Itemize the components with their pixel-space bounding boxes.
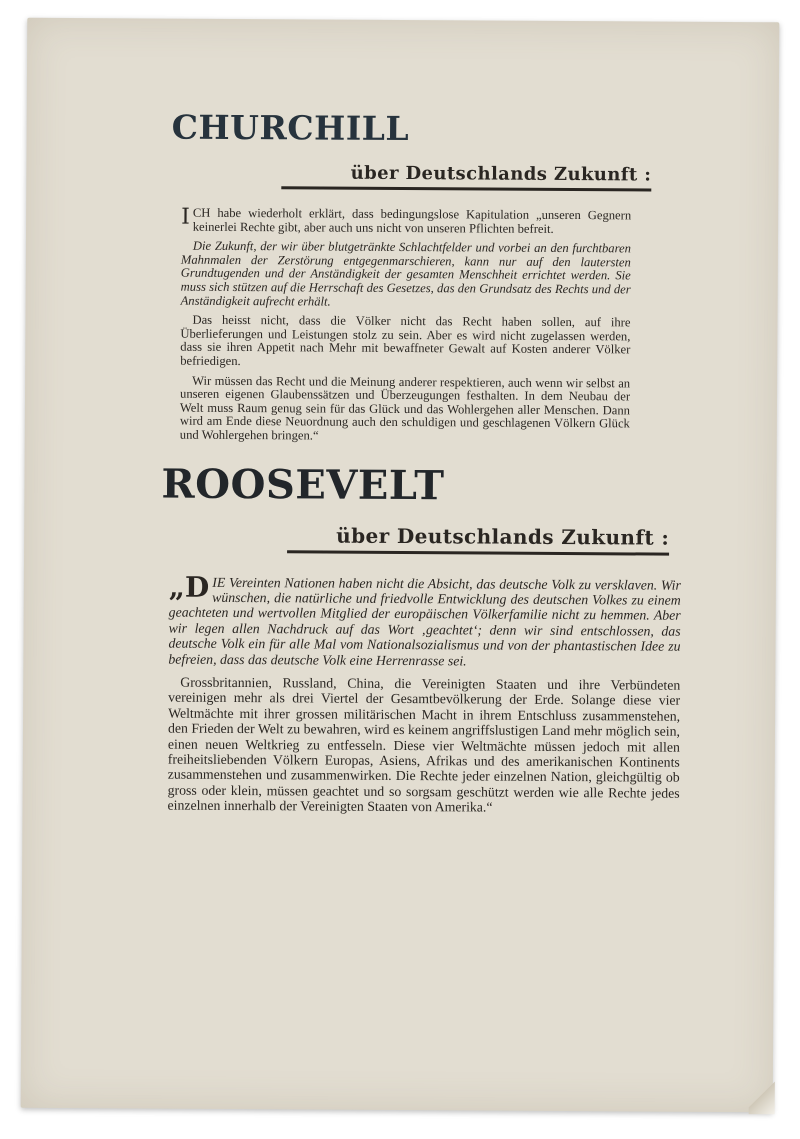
churchill-paragraph-4: Wir müssen das Recht und die Meinung anderer respektieren, auch wenn wir selbst an unseren eigenen Glaubenssätzen und Überzeugungen festhalten. In dem Neubau der Welt muss Raum genug sein für das Glück und das Wohlergehen aller Menschen. Dann wird am Ende diese Neuordnung auch den schuldigen und geschlagenen Völkern Glück und Wohlergehen bringen.“ (179, 373, 631, 443)
roosevelt-title: ROOSEVELT (161, 460, 445, 509)
roosevelt-paragraph-1-text: IE Vereinten Nationen haben nicht die Absicht, das deutsche Volk zu versklaven. Wir wünschen, die natürliche und friedvolle Entwicklung des deutschen Volkes zu einem geachteten und wertvollen Mitglied der europäischen Völkerfamilie nicht zu hemmen. Aber wir legen allen Nachdruck auf das Wort ‚geachtet‘; denn wir sind entschlossen, das deutsche Volk ein für alle Mal vom Nationalsozialismus und von der phantastischen Idee zu befreien, dass das deutsche Volk eine Herrenrasse sei. (168, 574, 681, 668)
churchill-paragraph-2: Die Zukunft, der wir über blutgetränkte Schlachtfelder und vorbei an den furchtbaren Mahnmalen der Zerstörung entgegenmarschieren, kann nur auf den lautersten Grundtugenden und der Anständigkeit der gesamten Menschheit errichtet werden. Sie muss sich stützen auf die Herrschaft des Gesetzes, das den Grundsatz des Rechts und der Anständigkeit aufrecht erhält. (180, 238, 631, 309)
leaflet-sheet (21, 18, 780, 1113)
churchill-paragraph-1-text: CH habe wiederholt erklärt, dass bedingungslose Kapitulation „unseren Gegnern keinerlei Rechte gibt, aber auch uns nicht von unseren Pflichten befreit. (192, 205, 632, 236)
roosevelt-paragraph-2: Grossbritannien, Russland, China, die Vereinigten Staaten und ihre Verbündeten vereinigen mehr als drei Viertel der Gesamtbevölkerung der Erde. Solange diese vier Weltmächte mit ihrer grossen militärischen Macht in ihrem Entschluss zusammenstehen, den Frieden der Welt zu bewahren, wird es keinem angriffslustigen Land mehr möglich sein, einen neuen Weltkrieg zu entfesseln. Diese vier Weltmächte müssen jedoch mit allen freiheitsliebenden Völkern Europas, Asiens, Afrikas und des amerikanischen Kontinents zusammenstehen und zusammenwirken. Die Rechte jeder einzelnen Nation, gleichgültig ob gross oder klein, müssen geachtet und so sorgsam geschützt werden wie alle Rechte jedes einzelnen innerhalb der Vereinigten Staaten von Amerika.“ (167, 674, 681, 815)
churchill-paragraph-1 (181, 204, 632, 237)
roosevelt-dropcap: „D (168, 570, 210, 604)
leaflet-content (161, 107, 681, 825)
churchill-dropcap: I (181, 204, 190, 230)
roosevelt-quote (167, 570, 681, 816)
roosevelt-paragraph-1 (168, 570, 681, 670)
churchill-paragraph-3: Das heisst nicht, dass die Völker nicht das Recht haben sollen, auf ihre Überlieferungen und Leistungen stolz zu sein. Aber es wird nicht zugelassen werden, dass sie ihren Appetit nach Mehr mit bewaffneter Gewalt auf Kosten anderer Völker befriedigen. (180, 312, 631, 368)
churchill-quote (179, 204, 632, 445)
roosevelt-subtitle: über Deutschlands Zukunft : (287, 523, 669, 555)
churchill-title: CHURCHILL (171, 107, 410, 149)
churchill-subtitle: über Deutschlands Zukunft : (281, 162, 651, 191)
